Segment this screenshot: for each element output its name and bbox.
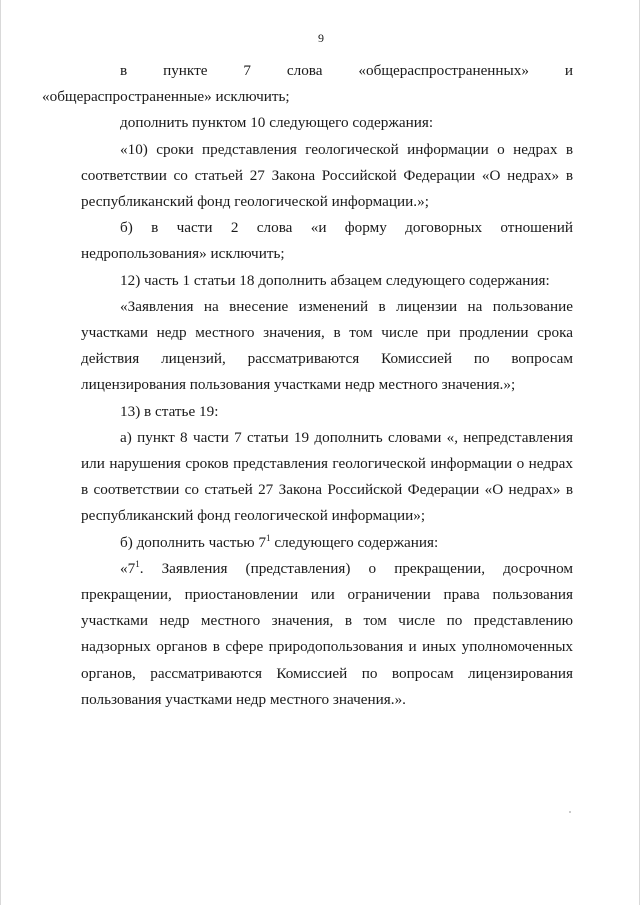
paragraph-10-superscript: 1 — [135, 558, 140, 569]
paragraph-9 — [81, 530, 573, 556]
scan-speck — [569, 811, 571, 813]
paragraph-10 — [81, 556, 573, 713]
paragraph-7: 13) в статье 19: — [120, 402, 219, 420]
paragraph-1-first-line: в пункте 7 слова «общераспространенных» и — [120, 62, 573, 79]
paragraph-9-superscript: 1 — [266, 532, 271, 543]
paragraph-3: «10) сроки представления геологической информации о недрах в соответствии со статьей 27 Закона Российской Федерации «О недрах» в республиканский фонд геологической информации.»; — [81, 140, 573, 211]
paragraph-9-text-start: б) дополнить частью 7 — [120, 533, 267, 551]
paragraph-9-text-end: следующего содержания: — [270, 533, 439, 551]
document-body — [42, 58, 573, 713]
paragraph-8: а) пункт 8 части 7 статьи 19 дополнить словами «, непредставления или нарушения сроков представления геологической информации о недрах в соответствии со статьей 27 Закона Российской Федерации «О недрах» в республиканский фонд геологической информации»; — [81, 428, 573, 525]
paragraph-4: б) в части 2 слова «и форму договорных отношений недропользования» исключить; — [81, 219, 573, 263]
paragraph-10-text-start: «7 — [120, 559, 136, 577]
paragraph-5: 12) часть 1 статьи 18 дополнить абзацем следующего содержания: — [120, 271, 550, 289]
paragraph-10-text-end: . Заявления (представления) о прекращении, досрочном прекращении, приостановлении или ограничении права пользования участками недр местного значения, в том числе по представлению надзорных органов в сфере природопользования и иных уполномоченных органов, рассматриваются Комиссией по вопросам лицензирования пользования участками недр местного значения.». — [81, 559, 573, 708]
paragraph-6: «Заявления на внесение изменений в лицензии на пользование участками недр местного значения, в том числе при продлении срока действия лицензий, рассматриваются Комиссией по вопросам лицензирования пользования участками недр местного значения.»; — [81, 297, 573, 394]
paragraph-2: дополнить пунктом 10 следующего содержания: — [120, 114, 434, 132]
page-number: 9 — [318, 31, 324, 45]
paragraph-1 — [42, 58, 573, 110]
paragraph-1-second-line: «общераспространенные» исключить; — [42, 88, 290, 106]
